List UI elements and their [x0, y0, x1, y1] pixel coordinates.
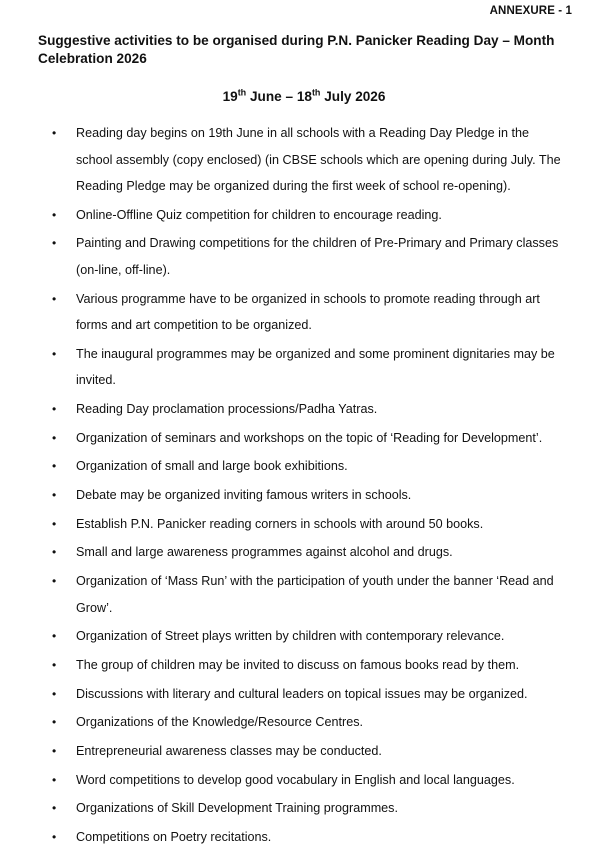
list-item: [0, 539, 608, 566]
activity-text: Organization of Street plays written by children with contemporary relevance.: [76, 629, 505, 644]
activity-text: Organization of seminars and workshops on the topic of ‘Reading for Development’.: [76, 430, 543, 445]
bullet-icon: •: [52, 401, 57, 416]
start-month: June –: [246, 89, 297, 104]
activity-text: Various programme have to be organized in schools to promote reading through art forms and art competition to be organized.: [76, 291, 540, 333]
activity-text: The inaugural programmes may be organized and some prominent dignitaries may be invited.: [76, 346, 555, 388]
activity-text: The group of children may be invited to discuss on famous books read by them.: [76, 657, 520, 672]
activity-text: Organizations of the Knowledge/Resource Centres.: [76, 715, 364, 730]
list-item: [0, 652, 608, 679]
bullet-icon: •: [52, 545, 57, 560]
start-day: 19: [222, 89, 238, 104]
bullet-icon: •: [52, 236, 57, 251]
activity-text: Establish P.N. Panicker reading corners in schools with around 50 books.: [76, 516, 484, 531]
bullet-icon: •: [52, 744, 57, 758]
activity-text: Organizations of Skill Development Training programmes.: [76, 801, 398, 816]
activity-text: Entrepreneurial awareness classes may be conducted.: [76, 744, 382, 758]
list-item: [0, 482, 608, 509]
date-range: [0, 89, 608, 104]
bullet-icon: •: [52, 772, 57, 787]
activity-list: [0, 120, 608, 853]
list-item: [0, 824, 608, 851]
bullet-icon: •: [52, 346, 57, 361]
bullet-icon: •: [52, 830, 57, 845]
end-month-year: July 2026: [320, 89, 386, 104]
list-item: [0, 738, 608, 765]
activity-text: Online-Offline Quiz competition for children to encourage reading.: [76, 207, 442, 222]
activity-text: Reading Day proclamation processions/Padha Yatras.: [76, 401, 378, 416]
list-item: [0, 425, 608, 452]
bullet-icon: •: [52, 291, 57, 306]
bullet-icon: •: [52, 686, 57, 701]
bullet-icon: •: [52, 801, 57, 816]
list-item: [0, 767, 608, 794]
bullet-icon: •: [52, 657, 57, 672]
bullet-icon: •: [52, 488, 57, 502]
bullet-icon: •: [52, 516, 57, 531]
end-day: 18: [296, 89, 312, 104]
list-item: [0, 709, 608, 736]
bullet-icon: •: [52, 629, 57, 644]
bullet-icon: •: [52, 715, 57, 730]
annexure-label: ANNEXURE - 1: [489, 5, 572, 17]
list-item: [0, 230, 608, 283]
activity-text: Competitions on Poetry recitations.: [76, 830, 272, 845]
list-item: [0, 681, 608, 708]
list-item: [0, 623, 608, 650]
list-item: [0, 453, 608, 480]
bullet-icon: •: [52, 430, 57, 445]
activity-text: Organization of small and large book exhibitions.: [76, 459, 348, 474]
list-item: [0, 568, 608, 621]
activity-text: Word competitions to develop good vocabulary in English and local languages.: [76, 772, 515, 787]
list-item: [0, 396, 608, 423]
list-item: [0, 286, 608, 339]
list-item: [0, 341, 608, 394]
activity-text: Organization of ‘Mass Run’ with the participation of youth under the banner ‘Read and Grow’.: [76, 574, 554, 615]
activity-text: Reading day begins on 19th June in all schools with a Reading Day Pledge in the school assembly (copy enclosed) (in CBSE schools which are opening during July. The Reading Pledge may be organized during the first week of school re-opening).: [76, 126, 561, 193]
list-item: [0, 795, 608, 822]
bullet-icon: •: [52, 459, 57, 474]
bullet-icon: •: [52, 207, 57, 222]
list-item: [0, 511, 608, 538]
document-title: Suggestive activities to be organised during P.N. Panicker Reading Day – Month Celebration 2026: [38, 33, 555, 66]
bullet-icon: •: [52, 126, 57, 140]
list-item: [0, 120, 608, 200]
end-day-suffix: th: [311, 87, 321, 98]
activity-text: Small and large awareness programmes against alcohol and drugs.: [76, 545, 453, 560]
activity-text: Discussions with literary and cultural leaders on topical issues may be organized.: [76, 686, 528, 701]
activity-text: Debate may be organized inviting famous writers in schools.: [76, 488, 412, 502]
activity-text: Painting and Drawing competitions for the children of Pre-Primary and Primary classes (on-line, off-line).: [76, 236, 559, 277]
start-day-suffix: th: [237, 87, 247, 98]
list-item: [0, 202, 608, 229]
bullet-icon: •: [52, 574, 57, 589]
